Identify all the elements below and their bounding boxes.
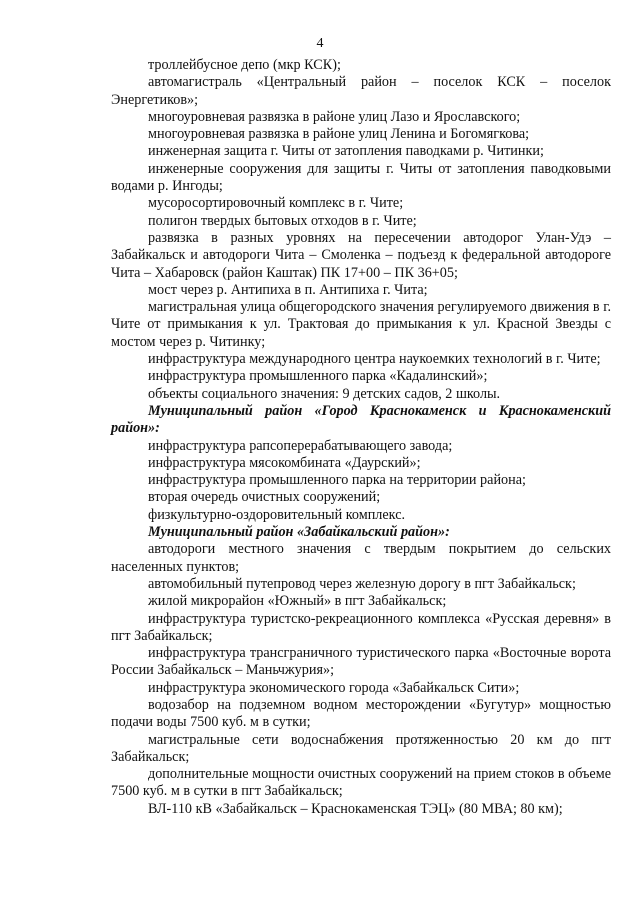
list-item: магистральная улица общегородского значения регулируемого движения в г. Чите от примыкания к ул. Трактовая до примыкания к ул. Красной Звезды с мостом через р. Читинку; [111, 299, 611, 350]
list-item: автомагистраль «Центральный район – поселок КСК – поселок Энергетиков»; [111, 74, 611, 108]
list-item: инфраструктура трансграничного туристического парка «Восточные ворота России Забайкальск – Маньчжурия»; [111, 645, 611, 679]
list-item: вторая очередь очистных сооружений; [148, 489, 381, 506]
list-item: автомобильный путепровод через железную дорогу в пгт Забайкальск; [148, 575, 576, 592]
list-item: инфраструктура экономического города «Забайкальск Сити»; [148, 679, 520, 696]
list-item: объекты социального значения: 9 детских садов, 2 школы. [148, 385, 501, 402]
list-item: развязка в разных уровнях на пересечении автодорог Улан-Удэ – Забайкальск и автодороги Чита – Смоленка – подъезд к федеральной автодороге Чита – Хабаровск (район Каштак) ПК 17+00 – ПК 36+05; [111, 229, 611, 281]
list-item: инфраструктура рапсоперерабатывающего завода; [148, 437, 453, 454]
list-item: инфраструктура туристско-рекреационного комплекса «Русская деревня» в пгт Забайкальск; [111, 610, 611, 644]
list-item: мусоросортировочный комплекс в г. Чите; [148, 195, 404, 212]
document-body [111, 57, 611, 818]
page-number: 4 [316, 36, 324, 51]
list-item: дополнительные мощности очистных сооружений на прием стоков в объеме 7500 куб. м в сутки в пгт Забайкальск; [111, 766, 611, 800]
list-item: многоуровневая развязка в районе улиц Лазо и Ярославского; [148, 108, 521, 125]
list-item: инфраструктура промышленного парка на территории района; [148, 472, 526, 489]
list-item: полигон твердых бытовых отходов в г. Чите; [148, 212, 417, 229]
list-item: инженерная защита г. Читы от затопления паводками р. Читинки; [148, 143, 544, 160]
section-heading: Муниципальный район «Город Краснокаменск и Краснокаменский район»: [111, 402, 611, 437]
list-item: магистральные сети водоснабжения протяженностью 20 км до пгт Забайкальск; [111, 731, 611, 765]
list-item: физкультурно-оздоровительный комплекс. [148, 506, 406, 523]
section-heading: Муниципальный район «Забайкальский район»: [148, 524, 450, 541]
list-item: водозабор на подземном водном месторождении «Бугутур» мощностью подачи воды 7500 куб. м в сутки; [111, 696, 611, 731]
list-item: жилой микрорайон «Южный» в пгт Забайкальск; [148, 593, 447, 610]
list-item: инфраструктура промышленного парка «Кадалинский»; [148, 368, 488, 385]
list-item: ВЛ-110 кВ «Забайкальск – Краснокаменская ТЭЦ» (80 МВА; 80 км); [148, 800, 563, 817]
list-item: автодороги местного значения с твердым покрытием до сельских населенных пунктов; [111, 541, 611, 575]
list-item: инфраструктура мясокомбината «Даурский»; [148, 454, 421, 471]
list-item: многоуровневая развязка в районе улиц Ленина и Богомягкова; [148, 126, 530, 143]
list-item: инженерные сооружения для защиты г. Читы от затопления паводковыми водами р. Ингоды; [111, 160, 611, 195]
list-item: троллейбусное депо (мкр КСК); [148, 57, 341, 73]
list-item: мост через р. Антипиха в п. Антипиха г. Чита; [148, 281, 428, 298]
list-item: инфраструктура международного центра наукоемких технологий в г. Чите; [148, 351, 601, 368]
